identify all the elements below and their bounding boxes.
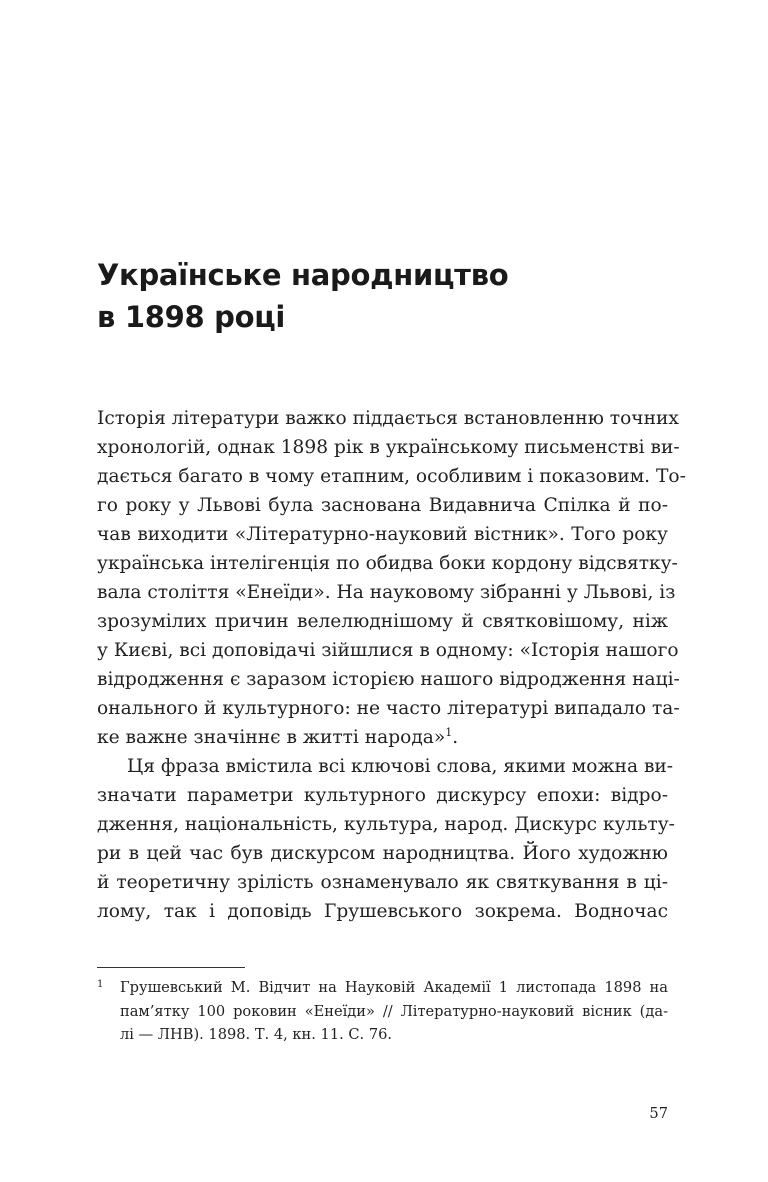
text-line: значати параметри культурного дискурсу епохи: відро- — [97, 785, 668, 806]
text-line-content: ке важне значіннє в житті народа» — [97, 727, 446, 748]
chapter-title-line-2: в 1898 році — [97, 300, 286, 334]
footnote-line: Грушевський М. Відчит на Науковій Академії 1 листопада 1898 на — [120, 979, 668, 996]
text-line-last — [97, 723, 668, 752]
text-line: відродження є заразом історією нашого відродження наці- — [97, 669, 680, 690]
text-line: лому, так і доповідь Грушевського зокрема. Водночас — [97, 901, 668, 922]
footnote-reference[interactable]: 1 — [445, 726, 453, 739]
text-line: хронологій, однак 1898 рік в українському письменстві ви- — [97, 437, 680, 458]
text-line: онального й культурного: не часто літературі випадало та- — [97, 698, 680, 719]
footnote-mark: 1 — [97, 979, 104, 990]
page-number: 57 — [649, 1105, 668, 1122]
text-line: українська інтелігенція по обидва боки кордону відсвятку- — [97, 553, 678, 574]
paragraph-2 — [97, 752, 675, 926]
text-line: го року у Львові була заснована Видавнича Спілка й по- — [97, 495, 668, 516]
text-line: зрозумілих причин велелюднішому й святковішому, ніж — [97, 611, 668, 632]
text-line: Історія літератури важко піддається встановленню точних — [97, 408, 679, 429]
chapter-title — [97, 254, 677, 338]
text-line: вала століття «Енеїди». На науковому зібранні у Львові, із — [97, 582, 676, 603]
text-line: дається багато в чому етапним, особливим і показовим. То- — [97, 466, 686, 487]
text-line: й теоретичну зрілість ознаменувало як святкування в ці- — [97, 872, 668, 893]
paragraph-1 — [97, 404, 686, 752]
body-text — [97, 404, 686, 926]
footnote-line: лі — ЛНВ). 1898. Т. 4, кн. 11. С. 76. — [120, 1026, 393, 1043]
sentence-end: . — [452, 727, 459, 748]
text-line: Ця фраза вмістила всі ключові слова, якими можна ви- — [127, 756, 674, 777]
text-line: у Києві, всі доповідачі зійшлися в одному: «Історія нашого — [97, 640, 679, 661]
footnote-line: пам’ятку 100 роковин «Енеїди» // Літературно-науковий вісник (да- — [120, 1002, 668, 1020]
chapter-title-line-1: Українське народництво — [97, 258, 509, 292]
footnote — [97, 976, 668, 1047]
footnote-text — [120, 976, 668, 1047]
footnote-divider — [97, 967, 245, 968]
text-line: дження, національність, культура, народ. Дискурс культу- — [97, 814, 675, 835]
text-line: ри в цей час був дискурсом народництва. Його художню — [97, 843, 668, 864]
text-line: чав виходити «Літературно-науковий вістник». Того року — [97, 524, 668, 545]
